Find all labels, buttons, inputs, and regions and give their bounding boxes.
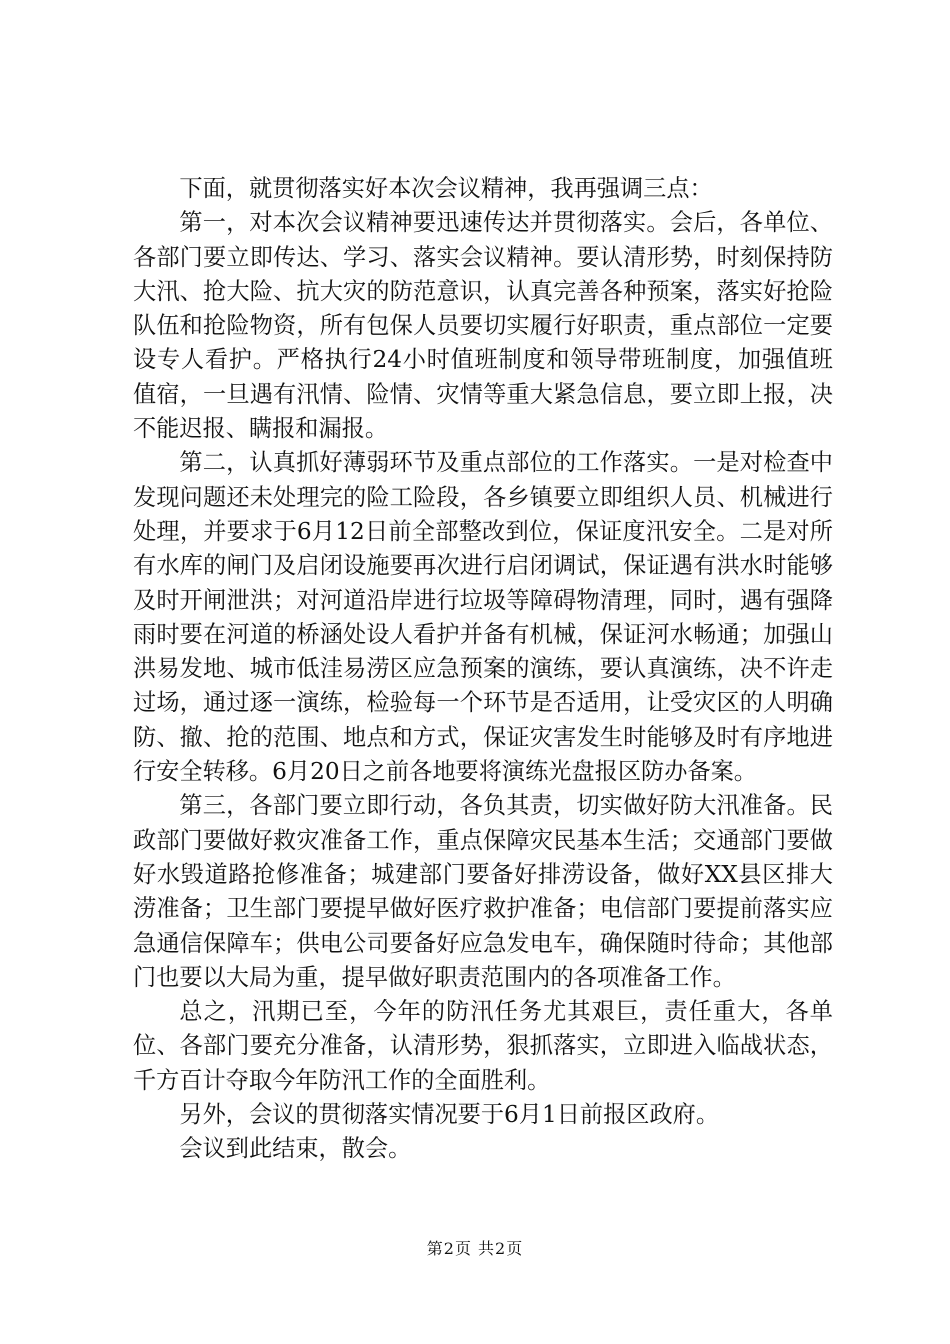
point-two-paragraph: 第二，认真抓好薄弱环节及重点部位的工作落实。一是对检查中发现问题还未处理完的险工险段，各乡镇要立即组织人员、机械进行处理，并要求于6月12日前全部整改到位，保证度汛安全。二是对所有水库的闸门及启闭设施要再次进行启闭调试，保证遇有洪水时能够及时开闸泄洪；对河道沿岸进行垃圾等障碍物清理，同时，遇有强降雨时要在河道的桥涵处设人看护并备有机械，保证河水畅通；加强山洪易发地、城市低洼易涝区应急预案的演练，要认真演练，决不许走过场，通过逐一演练，检验每一个环节是否适用，让受灾区的人明确防、撤、抢的范围、地点和方式，保证灾害发生时能够及时有序地进行安全转移。6月20日之前各地要将演练光盘报区防办备案。 — [133, 449, 833, 786]
additional-note-paragraph: 另外，会议的贯彻落实情况要于6月1日前报区政府。 — [179, 1101, 720, 1129]
intro-paragraph: 下面，就贯彻落实好本次会议精神，我再强调三点： — [179, 175, 713, 202]
summary-paragraph: 总之，汛期已至，今年的防汛任务尤其艰巨，责任重大，各单位、各部门要充分准备，认清形势，狠抓落实，立即进入临战状态，千方百计夺取今年防汛工作的全面胜利。 — [133, 998, 833, 1094]
point-three-paragraph: 第三，各部门要立即行动，各负其责，切实做好防大汛准备。民政部门要做好救灾准备工作，重点保障灾民基本生活；交通部门要做好水毁道路抢修准备；城建部门要备好排涝设备，做好XX县区排大涝准备；卫生部门要提早做好医疗救护准备；电信部门要提前落实应急通信保障车；供电公司要备好应急发电车，确保随时待命；其他部门也要以大局为重，提早做好职责范围内的各项准备工作。 — [133, 792, 833, 991]
document-body — [133, 172, 833, 1167]
page-number-footer: 第2页 共2页 — [426, 1239, 524, 1258]
closing-paragraph: 会议到此结束，散会。 — [179, 1135, 412, 1163]
point-one-paragraph: 第一，对本次会议精神要迅速传达并贯彻落实。会后，各单位、各部门要立即传达、学习、落实会议精神。要认清形势，时刻保持防大汛、抢大险、抗大灾的防范意识，认真完善各种预案，落实好抢险队伍和抢险物资，所有包保人员要切实履行好职责，重点部位一定要设专人看护。严格执行24小时值班制度和领导带班制度，加强值班值宿，一旦遇有汛情、险情、灾情等重大紧急信息，要立即上报，决不能迟报、瞒报和漏报。 — [133, 209, 833, 443]
